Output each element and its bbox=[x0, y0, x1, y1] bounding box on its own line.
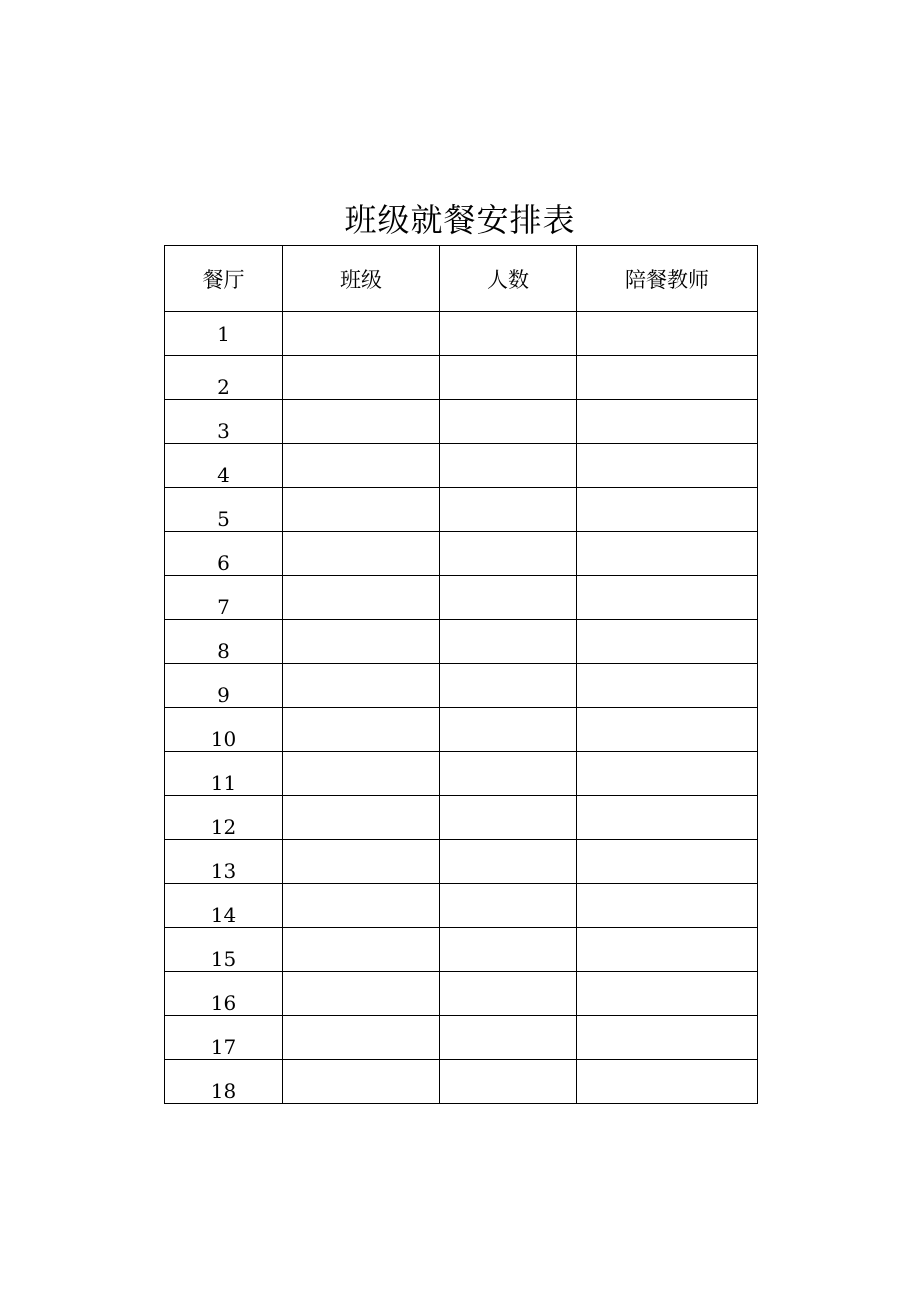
class-cell[interactable] bbox=[283, 752, 440, 796]
dining-hall-number: 2 bbox=[165, 356, 283, 400]
table-row bbox=[165, 444, 758, 488]
teacher-cell[interactable] bbox=[577, 312, 758, 356]
table-row bbox=[165, 1060, 758, 1104]
teacher-cell[interactable] bbox=[577, 840, 758, 884]
dining-hall-number: 6 bbox=[165, 532, 283, 576]
table-row bbox=[165, 840, 758, 884]
teacher-cell[interactable] bbox=[577, 884, 758, 928]
class-cell[interactable] bbox=[283, 576, 440, 620]
teacher-cell[interactable] bbox=[577, 972, 758, 1016]
headcount-cell[interactable] bbox=[440, 840, 577, 884]
headcount-cell[interactable] bbox=[440, 972, 577, 1016]
class-cell[interactable] bbox=[283, 708, 440, 752]
teacher-cell[interactable] bbox=[577, 796, 758, 840]
teacher-cell[interactable] bbox=[577, 444, 758, 488]
table-row bbox=[165, 796, 758, 840]
headcount-cell[interactable] bbox=[440, 752, 577, 796]
teacher-cell[interactable] bbox=[577, 1016, 758, 1060]
dining-hall-number: 7 bbox=[165, 576, 283, 620]
class-cell[interactable] bbox=[283, 532, 440, 576]
header-accompanying-teacher: 陪餐教师 bbox=[577, 246, 758, 312]
dining-hall-number: 4 bbox=[165, 444, 283, 488]
teacher-cell[interactable] bbox=[577, 488, 758, 532]
table-row bbox=[165, 708, 758, 752]
dining-hall-number: 14 bbox=[165, 884, 283, 928]
class-cell[interactable] bbox=[283, 312, 440, 356]
headcount-cell[interactable] bbox=[440, 576, 577, 620]
headcount-cell[interactable] bbox=[440, 356, 577, 400]
class-cell[interactable] bbox=[283, 1060, 440, 1104]
class-cell[interactable] bbox=[283, 796, 440, 840]
headcount-cell[interactable] bbox=[440, 708, 577, 752]
dining-hall-number: 16 bbox=[165, 972, 283, 1016]
class-cell[interactable] bbox=[283, 664, 440, 708]
table-row bbox=[165, 356, 758, 400]
dining-hall-number: 13 bbox=[165, 840, 283, 884]
teacher-cell[interactable] bbox=[577, 576, 758, 620]
class-cell[interactable] bbox=[283, 356, 440, 400]
headcount-cell[interactable] bbox=[440, 444, 577, 488]
table-row bbox=[165, 972, 758, 1016]
class-cell[interactable] bbox=[283, 884, 440, 928]
class-cell[interactable] bbox=[283, 840, 440, 884]
headcount-cell[interactable] bbox=[440, 884, 577, 928]
dining-hall-number: 12 bbox=[165, 796, 283, 840]
teacher-cell[interactable] bbox=[577, 356, 758, 400]
headcount-cell[interactable] bbox=[440, 1016, 577, 1060]
table-row bbox=[165, 488, 758, 532]
dining-hall-number: 15 bbox=[165, 928, 283, 972]
class-cell[interactable] bbox=[283, 400, 440, 444]
table-header-row bbox=[165, 246, 758, 312]
dining-hall-number: 10 bbox=[165, 708, 283, 752]
teacher-cell[interactable] bbox=[577, 708, 758, 752]
header-dining-hall: 餐厅 bbox=[165, 246, 283, 312]
dining-hall-number: 8 bbox=[165, 620, 283, 664]
dining-hall-number: 9 bbox=[165, 664, 283, 708]
table-row bbox=[165, 620, 758, 664]
dining-hall-number: 5 bbox=[165, 488, 283, 532]
dining-hall-number: 1 bbox=[165, 312, 283, 356]
dining-hall-number: 17 bbox=[165, 1016, 283, 1060]
headcount-cell[interactable] bbox=[440, 928, 577, 972]
headcount-cell[interactable] bbox=[440, 400, 577, 444]
teacher-cell[interactable] bbox=[577, 1060, 758, 1104]
class-cell[interactable] bbox=[283, 620, 440, 664]
class-cell[interactable] bbox=[283, 972, 440, 1016]
table-row bbox=[165, 532, 758, 576]
header-class: 班级 bbox=[283, 246, 440, 312]
dining-schedule-table bbox=[164, 245, 758, 1104]
table-row bbox=[165, 312, 758, 356]
teacher-cell[interactable] bbox=[577, 532, 758, 576]
headcount-cell[interactable] bbox=[440, 796, 577, 840]
class-cell[interactable] bbox=[283, 1016, 440, 1060]
table-row bbox=[165, 928, 758, 972]
dining-hall-number: 3 bbox=[165, 400, 283, 444]
teacher-cell[interactable] bbox=[577, 620, 758, 664]
page-title: 班级就餐安排表 bbox=[344, 201, 576, 239]
headcount-cell[interactable] bbox=[440, 620, 577, 664]
teacher-cell[interactable] bbox=[577, 752, 758, 796]
table-row bbox=[165, 1016, 758, 1060]
teacher-cell[interactable] bbox=[577, 664, 758, 708]
class-cell[interactable] bbox=[283, 444, 440, 488]
dining-hall-number: 18 bbox=[165, 1060, 283, 1104]
class-cell[interactable] bbox=[283, 928, 440, 972]
class-cell[interactable] bbox=[283, 488, 440, 532]
headcount-cell[interactable] bbox=[440, 1060, 577, 1104]
teacher-cell[interactable] bbox=[577, 928, 758, 972]
headcount-cell[interactable] bbox=[440, 488, 577, 532]
table-row bbox=[165, 752, 758, 796]
table-row bbox=[165, 576, 758, 620]
table-row bbox=[165, 664, 758, 708]
headcount-cell[interactable] bbox=[440, 664, 577, 708]
table-row bbox=[165, 400, 758, 444]
headcount-cell[interactable] bbox=[440, 532, 577, 576]
table-body bbox=[165, 312, 758, 1104]
dining-hall-number: 11 bbox=[165, 752, 283, 796]
headcount-cell[interactable] bbox=[440, 312, 577, 356]
table-row bbox=[165, 884, 758, 928]
teacher-cell[interactable] bbox=[577, 400, 758, 444]
header-headcount: 人数 bbox=[440, 246, 577, 312]
